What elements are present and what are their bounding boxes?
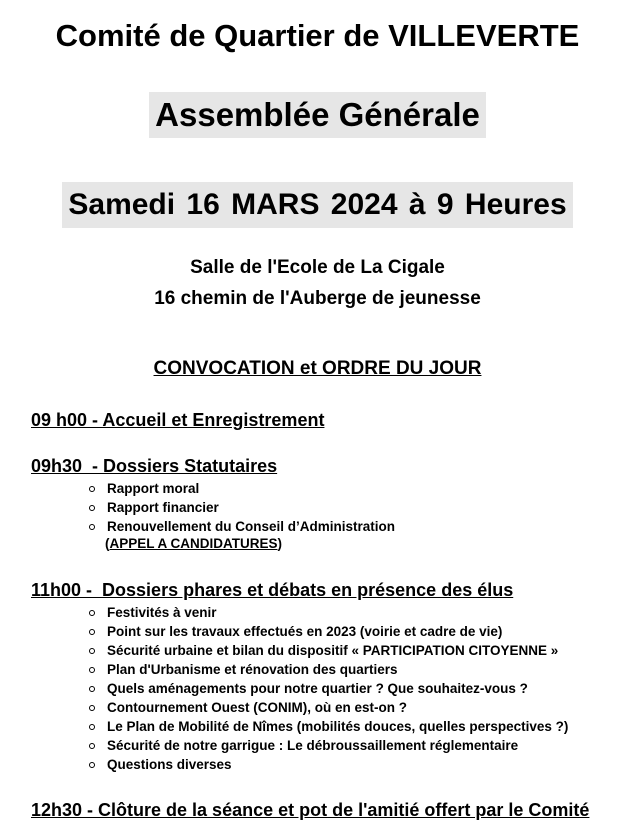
agenda-section-statutory: 09h30 - Dossiers Statutaires — [31, 456, 278, 476]
bullet-icon — [89, 743, 95, 749]
event-title-wrap — [0, 92, 635, 138]
list-item — [88, 517, 395, 536]
venue-hall: Salle de l'Ecole de La Cigale — [190, 257, 445, 278]
agenda-section-welcome: 09 h00 - Accueil et Enregistrement — [31, 410, 325, 430]
bullet-icon — [89, 667, 95, 673]
list-item — [88, 679, 568, 698]
list-item — [88, 698, 568, 717]
list-item — [88, 603, 568, 622]
list-item — [88, 498, 395, 517]
list-item-label: Point sur les travaux effectués en 2023 (voirie et cadre de vie) — [107, 624, 503, 639]
bullet-icon — [89, 724, 95, 730]
list-item-label: Rapport moral — [107, 481, 200, 496]
list-item — [88, 622, 568, 641]
agenda-heading: CONVOCATION et ORDRE DU JOUR — [153, 358, 482, 379]
list-item-label: Plan d'Urbanisme et rénovation des quartiers — [107, 662, 398, 677]
venue-address: 16 chemin de l'Auberge de jeunesse — [154, 288, 481, 309]
candidature-note-text: APPEL A CANDIDATURES — [109, 536, 278, 551]
bullet-icon — [89, 524, 95, 530]
bullet-icon — [89, 505, 95, 511]
bullet-icon — [89, 486, 95, 492]
bullet-icon — [89, 610, 95, 616]
bullet-icon — [89, 705, 95, 711]
note-open-paren: ( — [105, 536, 110, 551]
statutory-items-list — [88, 479, 395, 536]
list-item — [88, 736, 568, 755]
event-title: Assemblée Générale — [149, 92, 486, 138]
list-item-label: Festivités à venir — [107, 605, 217, 620]
list-item-label: Rapport financier — [107, 500, 219, 515]
list-item — [88, 717, 568, 736]
candidature-note — [105, 536, 282, 551]
bullet-icon — [89, 629, 95, 635]
bullet-icon — [89, 686, 95, 692]
bullet-icon — [89, 762, 95, 768]
committee-title: Comité de Quartier de VILLEVERTE — [55, 18, 580, 53]
debate-items-list — [88, 603, 568, 774]
list-item-label: Sécurité de notre garrigue : Le débroussaillement réglementaire — [107, 738, 519, 753]
list-item — [88, 660, 568, 679]
agenda-section-debates: 11h00 - Dossiers phares et débats en présence des élus — [31, 580, 514, 600]
event-date: Samedi 16 MARS 2024 à 9 Heures — [62, 182, 572, 228]
event-date-wrap — [0, 182, 635, 228]
list-item-label: Quels aménagements pour notre quartier ? Que souhaitez-vous ? — [107, 681, 528, 696]
list-item-label: Sécurité urbaine et bilan du dispositif « PARTICIPATION CITOYENNE » — [107, 643, 559, 658]
agenda-section-closing: 12h30 - Clôture de la séance et pot de l'amitié offert par le Comité — [31, 800, 590, 820]
note-close-paren: ) — [277, 536, 283, 551]
list-item — [88, 641, 568, 660]
list-item — [88, 479, 395, 498]
list-item-label: Le Plan de Mobilité de Nîmes (mobilités douces, quelles perspectives ?) — [107, 719, 569, 734]
list-item-label: Renouvellement du Conseil d’Administration — [107, 519, 396, 534]
list-item — [88, 755, 568, 774]
bullet-icon — [89, 648, 95, 654]
list-item-label: Contournement Ouest (CONIM), où en est-on ? — [107, 700, 407, 715]
list-item-label: Questions diverses — [107, 757, 232, 772]
